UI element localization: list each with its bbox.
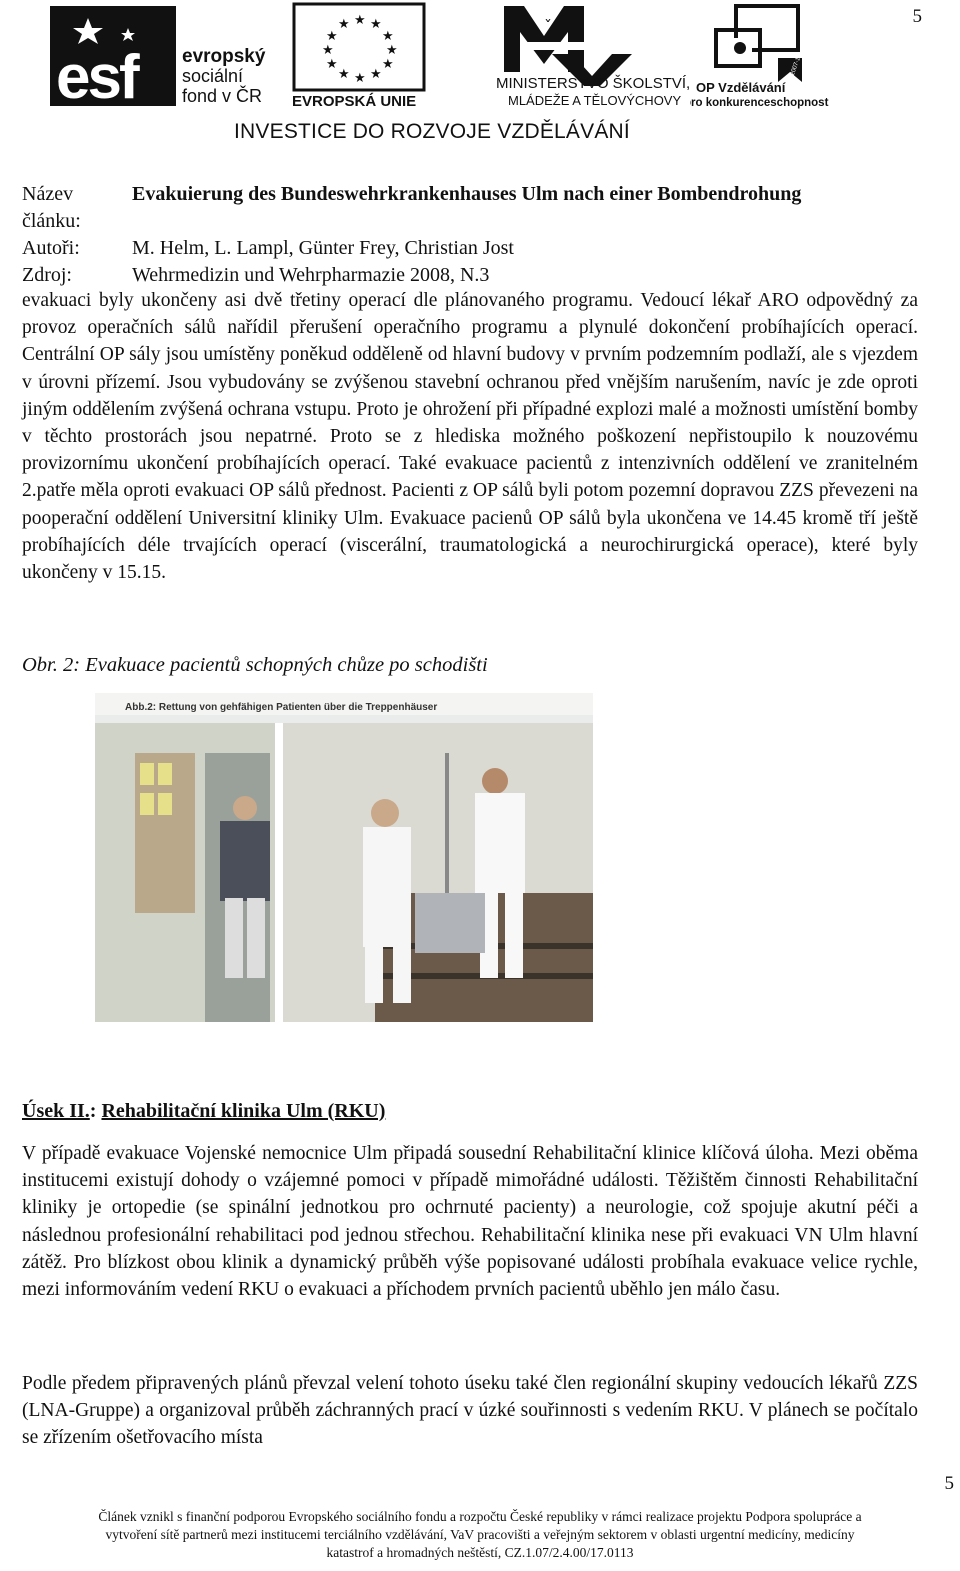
footer-line-3: katastrof a hromadných neštěstí, CZ.1.07/2.4.00/17.0113	[326, 1545, 634, 1560]
meta-source-value: Wehrmedizin und Wehrpharmazie 2008, N.3	[132, 264, 490, 286]
svg-text:★: ★	[326, 29, 338, 44]
section-heading-prefix: Úsek II.	[22, 1100, 90, 1122]
funding-footer	[0, 1508, 960, 1562]
figure-inner-title: Abb.2: Rettung von gehfähigen Patienten über die Treppenhäuser	[125, 702, 438, 713]
body-paragraph-1: evakuaci byly ukončeny asi dvě třetiny operací dle plánovaného programu. Vedoucí lékař ARO odpovědný za provoz operačních sálů nařídil přerušení operačního programu a plynulé dokončení probíhajících operací. Centrální OP sály jsou umístěny poněkud odděleně od hlavní budovy v prvním podzemním podlaží, ale s vjezdem v úrovni přízemí. Jsou vybudovány se zvýšenou stavební ochranou před vnějším narušením, navíc je zde oproti jiným oddělením zvýšená ochrana vstupu. Proto je ohrožení při případné explozi malé a možnosti umístění bomby v těchto prostorách jsou nepatrné. Proto se z hlediska možného poškození nepřistoupilo k nouzovému provizornímu ukončení probíhajících operací. Také evakuace pacientů z intenzivních oddělení ve zranitelném 2.patře měla oproti evakuaci OP sálů přednost. Pacienti z OP sálů byli potom pozemní dopravou ZZS převezeni na pooperační oddělení Universitní kliniky Ulm. Evakuace pacienů OP sálů byla ukončena ve 14.45 kromě tří ještě probíhajících déle trvajících operací (viscerální, traumatologická a neurochirurgická operace), které byly ukončeny v 15.15.	[22, 290, 918, 584]
footer-line-2: vytvoření sítě partnerů mezi institucemi terciálního vzdělávání, VaV pracovišti a veřejným sektorem v oblasti urgentní medicíny, medicíny	[105, 1527, 855, 1542]
page-number-side: 5	[944, 1473, 954, 1494]
body-paragraph-2: V případě evakuace Vojenské nemocnice Ulm připadá sousední Rehabilitační klinice klíčová úloha. Mezi oběma institucemi existují dohody o vzájemné pomoci v případě mimořádné události. Těžištěm činnosti Rehabilitační kliniky je ortopedie (se spinální jednotkou pro ochrnuté pacienty) a neurologie, což spojuje akutní péči a následnou profesionální rehabilitaci pod jednou střechou. Rehabilitační klinika nese při evakuaci VN Ulm hlavní zátěž. Pro blízkost obou klinik a dynamický průběh výše popisované události probíhala evakuace velice rychle, mezi informováním vedení RKU o evakuaci a příchodem prvních pacientů uběhlo jen málo času.	[22, 1143, 918, 1301]
meta-title-value: Evakuierung des Bundeswehrkrankenhauses Ulm nach einer Bombendrohung	[132, 183, 802, 205]
svg-text:sociální: sociální	[182, 66, 244, 86]
svg-text:★: ★	[370, 67, 382, 82]
section-heading	[22, 1100, 385, 1123]
body-paragraph-3: Podle předem připravených plánů převzal velení tohoto úseku také člen regionální skupiny vedoucích lékařů ZZS (LNA-Gruppe) a organizoval průběh záchranných prací v úzké souřinnosti s vedením RKU. V plánech se počítalo se zřízením ošetřovacího místa	[22, 1373, 918, 1449]
evacuation-photo	[95, 693, 593, 1022]
svg-text:MINISTERSTVO ŠKOLSTVÍ,: MINISTERSTVO ŠKOLSTVÍ,	[496, 75, 691, 92]
svg-text:esf: esf	[56, 43, 137, 110]
esf-logo	[48, 2, 288, 110]
svg-text:★: ★	[370, 17, 382, 32]
svg-text:★: ★	[326, 57, 338, 72]
svg-text:OP Vzdělávání: OP Vzdělávání	[696, 80, 786, 95]
svg-text:EVROPSKÁ UNIE: EVROPSKÁ UNIE	[292, 93, 417, 110]
svg-text:★: ★	[338, 17, 350, 32]
footer-line-1: Článek vznikl s finanční podporou Evropského sociálního fondu a rozpočtu České republiky v rámci realizace projektu Podpora spolupráce a	[98, 1509, 862, 1524]
svg-text:★: ★	[322, 43, 334, 58]
section-heading-colon: :	[89, 1100, 97, 1122]
meta-title-label: Název článku:	[22, 183, 81, 232]
meta-authors-row	[22, 235, 801, 262]
svg-text:evropský: evropský	[182, 46, 266, 67]
figure-caption: Obr. 2: Evakuace pacientů schopných chůze po schodišti	[22, 654, 488, 676]
meta-authors-value: M. Helm, L. Lampl, Günter Frey, Christian Jost	[132, 237, 514, 259]
investice-tagline: INVESTICE DO ROZVOJE VZDĚLÁVÁNÍ	[234, 120, 630, 143]
svg-text:★: ★	[338, 67, 350, 82]
svg-text:★: ★	[354, 71, 366, 86]
svg-text:★: ★	[354, 13, 366, 28]
page-number-top: 5	[912, 6, 922, 27]
svg-text:2007-13: 2007-13	[789, 53, 804, 77]
svg-text:ˇ: ˇ	[544, 17, 552, 36]
meta-title-row	[22, 181, 801, 235]
eu-flag-logo	[290, 2, 430, 110]
svg-text:★: ★	[382, 29, 394, 44]
svg-text:★: ★	[382, 57, 394, 72]
msmt-logo	[496, 2, 696, 110]
svg-text:pro konkurenceschopnost: pro konkurenceschopnost	[690, 97, 829, 109]
meta-source-row	[22, 262, 801, 289]
svg-text:★: ★	[386, 43, 398, 58]
svg-text:fond v ČR: fond v ČR	[182, 86, 263, 106]
meta-source-label: Zdroj:	[22, 264, 72, 286]
op-vzdelavani-logo	[690, 2, 840, 110]
section-heading-text: Rehabilitační klinika Ulm (RKU)	[101, 1100, 386, 1122]
meta-authors-label: Autoři:	[22, 237, 80, 259]
svg-text:MLÁDEŽE A TĚLOVÝCHOVY: MLÁDEŽE A TĚLOVÝCHOVY	[508, 93, 682, 108]
article-meta	[22, 181, 801, 289]
